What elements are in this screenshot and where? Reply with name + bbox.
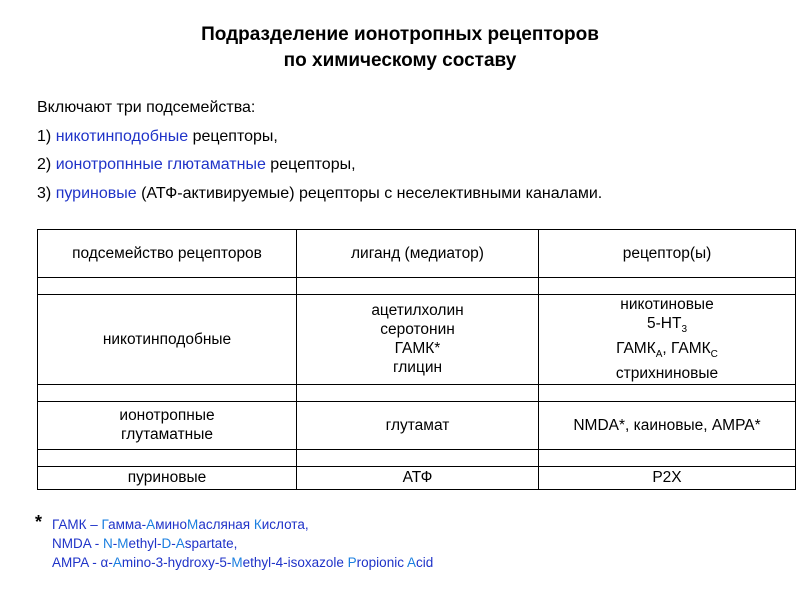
- receptor-item: $ГАМК_А$, $ГАМК_С$: [616, 340, 718, 361]
- intro-item-1: [37, 123, 787, 152]
- item-number: 1): [37, 127, 52, 145]
- receptor-item: стрихниновые: [615, 365, 719, 383]
- table-spacer-row: [38, 277, 796, 294]
- intro-block: [37, 94, 787, 208]
- intro-lead: Включают три подсемейства:: [37, 99, 256, 116]
- header-ligand: лиганд (медиатор): [297, 230, 539, 278]
- intro-item-2: [37, 151, 787, 180]
- row-receptors: [539, 294, 796, 384]
- intro-item-3: [37, 180, 787, 209]
- title-line-2: по химическому составу: [283, 50, 517, 71]
- item-number: 2): [37, 156, 52, 173]
- footnote-star: *: [35, 512, 43, 532]
- table-row: [38, 294, 796, 384]
- slide-title: [0, 22, 800, 74]
- header-family: подсемейство рецепторов: [38, 230, 297, 278]
- row-ligand: глутамат: [297, 402, 539, 450]
- footnote-gaba: ГАМК – Гамма-АминоМасляная Кислота,: [52, 517, 309, 532]
- row-ligands: [297, 294, 539, 384]
- ligand-item: ГАМК*: [394, 340, 441, 358]
- item-number: 3): [37, 184, 52, 202]
- item-term: никотинподобные: [55, 127, 189, 145]
- row-family: никотинподобные: [38, 294, 297, 384]
- receptor-item: $5-HT_3$: [646, 315, 687, 336]
- ligand-item: серотонин: [380, 321, 455, 339]
- title-line-1: Подразделение ионотропных рецепторов: [201, 24, 599, 45]
- header-receptor: рецептор(ы): [539, 230, 796, 278]
- item-term: пуриновые: [55, 184, 137, 202]
- row-receptor: P2X: [539, 466, 796, 489]
- footnote-ampa: AMPA - α-Amino-3-hydroxy-5-Methyl-4-isoxazole Propionic Acid: [52, 555, 434, 570]
- table-header-row: [38, 230, 796, 278]
- item-term: ионотропнные глютаматные: [55, 156, 266, 173]
- table-spacer-row: [38, 449, 796, 466]
- item-rest: рецепторы,: [270, 156, 356, 173]
- row-family: пуриновые: [38, 466, 297, 489]
- receptor-table: [37, 229, 796, 490]
- receptor-item: никотиновые: [620, 296, 714, 314]
- footnote: [35, 512, 434, 572]
- row-ligand: АТФ: [297, 466, 539, 489]
- table-row: [38, 466, 796, 489]
- table-spacer-row: [38, 384, 796, 401]
- row-receptor: NMDA*, каиновые, AMPA*: [539, 402, 796, 450]
- item-rest: рецепторы,: [192, 127, 278, 145]
- footnote-nmda: NMDA - N-Methyl-D-Aspartate,: [52, 536, 238, 551]
- ligand-item: ацетилхолин: [371, 302, 464, 320]
- row-family: ионотропные глутаматные: [38, 402, 297, 450]
- table-row: [38, 402, 796, 450]
- item-rest: (АТФ-активируемые) рецепторы с неселективными каналами.: [141, 184, 603, 202]
- ligand-item: глицин: [392, 359, 443, 377]
